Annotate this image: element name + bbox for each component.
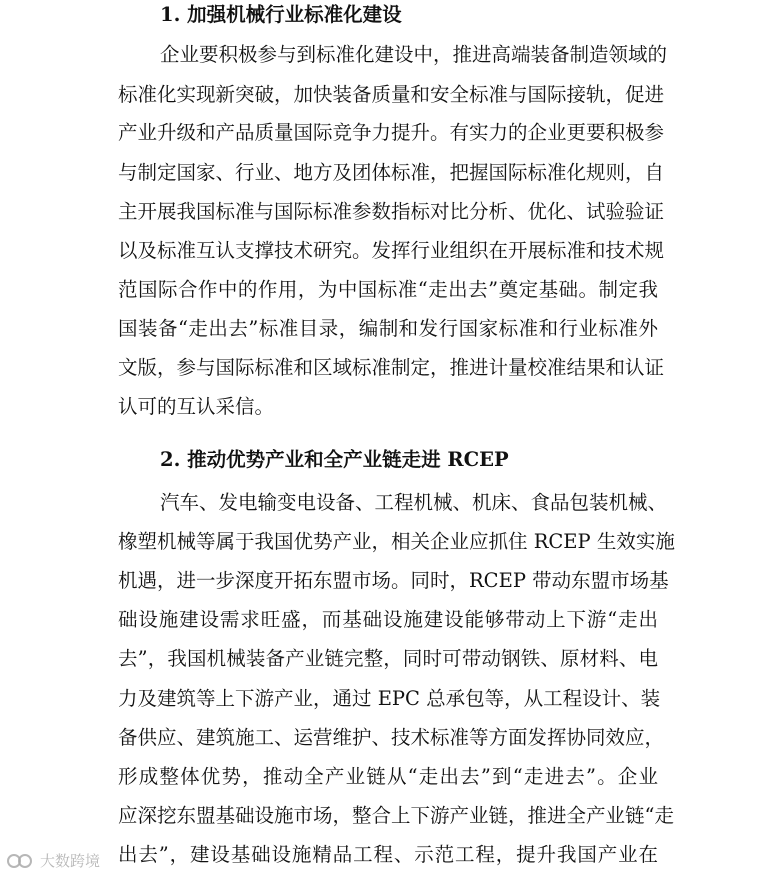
section-2-line-9: 应深挖东盟基础设施市场，整合上下游产业链，推进全产业链“走 — [118, 804, 674, 827]
section-1-line-4: 与制定国家、行业、地方及团体标准，把握国际标准化规则，自 — [118, 161, 665, 184]
section-2-line-6: 力及建筑等上下游产业，通过 EPC 总承包等，从工程设计、装 — [118, 687, 661, 710]
section-2-line-4: 础设施建设需求旺盛，而基础设施建设能够带动上下游“走出 — [118, 608, 658, 631]
section-1-line-5: 主开展我国标准与国际标准参数指标对比分析、优化、试验验证 — [118, 200, 665, 223]
section-2-line-5: 去”，我国机械装备产业链完整，同时可带动钢铁、原材料、电 — [118, 647, 658, 670]
section-2-line-3: 机遇，进一步深度开拓东盟市场。同时，RCEP 带动东盟市场基 — [118, 569, 669, 592]
section-1-line-7: 范国际合作中的作用，为中国标准“走出去”奠定基础。制定我 — [118, 278, 658, 301]
section-2-line-2: 橡塑机械等属于我国优势产业，相关企业应抓住 RCEP 生效实施 — [118, 530, 675, 553]
section-1-line-9: 文版，参与国际标准和区域标准制定，推进计量校准结果和认证 — [118, 356, 665, 379]
section-2-line-1: 汽车、发电输变电设备、工程机械、机床、食品包装机械、 — [160, 491, 668, 514]
section-2-heading: 2. 推动优势产业和全产业链走进 RCEP — [160, 448, 509, 471]
section-1-line-2: 标准化实现新突破，加快装备质量和安全标准与国际接轨，促进 — [118, 83, 665, 106]
section-2-line-10: 出去”，建设基础设施精品工程、示范工程，提升我国产业在 — [118, 843, 658, 866]
section-1-line-8: 国装备“走出去”标准目录，编制和发行国家标准和行业标准外 — [118, 317, 658, 340]
section-2-line-8: 形成整体优势，推动全产业链从“走出去”到“走进去”。企业 — [118, 765, 658, 788]
logo-icon — [6, 852, 36, 870]
section-2-line-7: 备供应、建筑施工、运营维护、技术标准等方面发挥协同效应， — [118, 726, 665, 749]
section-1-line-3: 产业升级和产品质量国际竞争力提升。有实力的企业更要积极参 — [118, 121, 665, 144]
watermark-text: 大数跨境 — [40, 852, 101, 870]
section-1-line-6: 以及标准互认支撑技术研究。发挥行业组织在开展标准和技术规 — [118, 239, 665, 262]
section-1-line-10: 认可的互认采信。 — [118, 395, 275, 418]
section-1-heading: 1. 加强机械行业标准化建设 — [160, 3, 402, 26]
section-1-line-1: 企业要积极参与到标准化建设中，推进高端装备制造领域的 — [160, 43, 668, 66]
watermark — [6, 850, 100, 871]
